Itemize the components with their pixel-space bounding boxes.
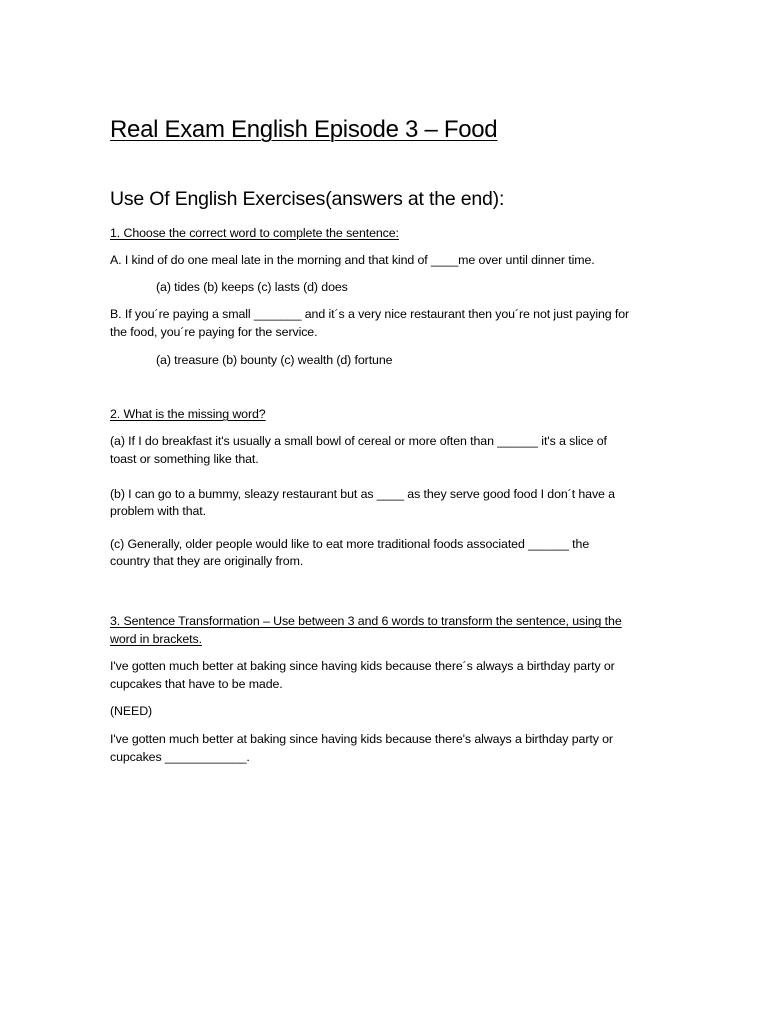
document-title: Real Exam English Episode 3 – Food — [110, 116, 498, 143]
section1-question-a-options: (a) tides (b) keeps (c) lasts (d) does — [156, 280, 348, 294]
section2-question-b-line1: (b) I can go to a bummy, sleazy restaurant but as ____ as they serve good food I don´t have a — [110, 487, 615, 501]
section1-question-b-line2: the food, you´re paying for the service. — [110, 325, 318, 339]
section1-question-b-line1: B. If you´re paying a small _______ and it´s a very nice restaurant then you´re not just paying for — [110, 307, 630, 321]
section3-heading-line1: 3. Sentence Transformation – Use between 3 and 6 words to transform the sentence, using the — [110, 614, 622, 628]
section3-transformation-line1: I've gotten much better at baking since having kids because there's always a birthday party or — [110, 732, 613, 746]
section3-transformation-line2: cupcakes ____________. — [110, 750, 250, 764]
section3-original-line1: I've gotten much better at baking since having kids because there´s always a birthday party or — [110, 659, 615, 673]
section1-heading: 1. Choose the correct word to complete the sentence: — [110, 226, 399, 240]
section3-original-line2: cupcakes that have to be made. — [110, 677, 283, 691]
section3-heading-line2: word in brackets. — [110, 632, 202, 646]
section1-question-b-options: (a) treasure (b) bounty (c) wealth (d) fortune — [156, 353, 393, 367]
section1-question-a: A. I kind of do one meal late in the morning and that kind of ____me over until dinner time. — [110, 253, 595, 267]
section2-question-a-line1: (a) If I do breakfast it's usually a small bowl of cereal or more often than ______ it's a slice of — [110, 434, 607, 448]
section2-question-a-line2: toast or something like that. — [110, 452, 259, 466]
section3-keyword: (NEED) — [110, 704, 153, 718]
section2-question-c-line1: (c) Generally, older people would like to eat more traditional foods associated ______ the — [110, 537, 590, 551]
section2-question-c-line2: country that they are originally from. — [110, 554, 304, 568]
document-subtitle: Use Of English Exercises(answers at the end): — [110, 188, 505, 210]
section2-heading: 2. What is the missing word? — [110, 407, 266, 421]
section2-question-b-line2: problem with that. — [110, 504, 206, 518]
